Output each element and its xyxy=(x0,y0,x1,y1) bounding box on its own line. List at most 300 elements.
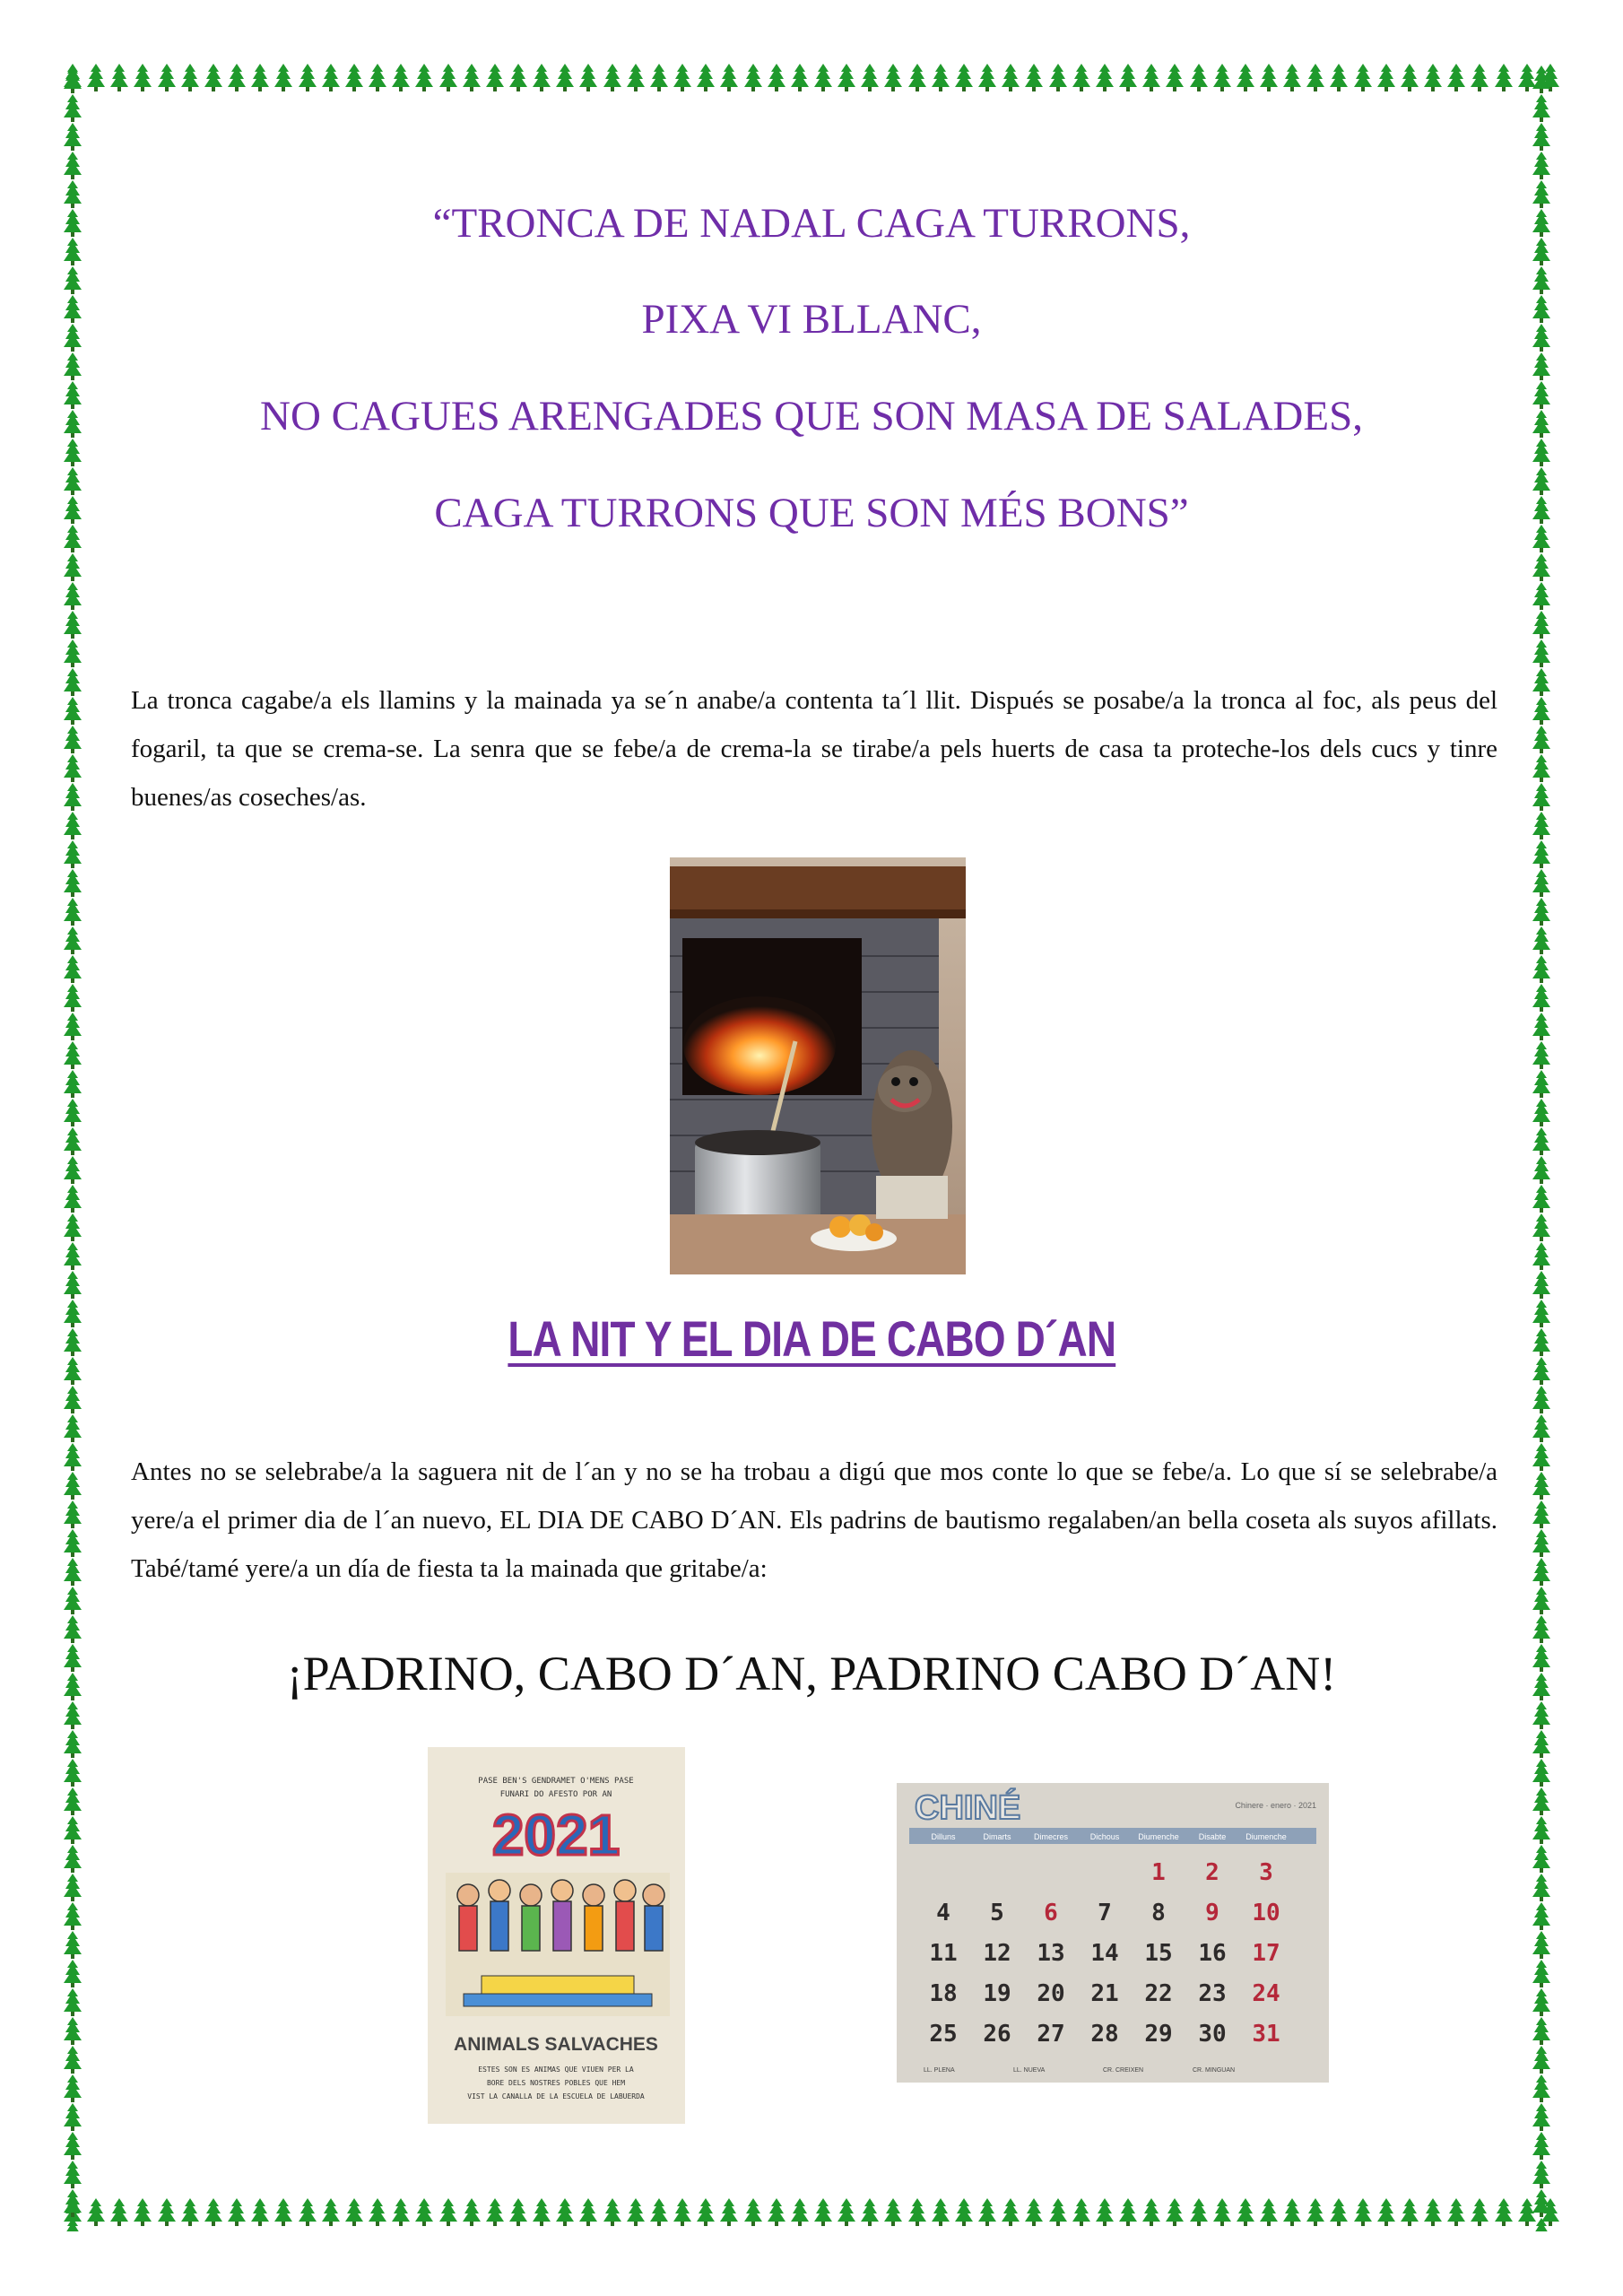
pine-tree-icon xyxy=(63,868,82,897)
pine-tree-icon xyxy=(157,2197,177,2226)
pine-tree-icon xyxy=(63,1930,82,1959)
pine-tree-icon xyxy=(321,2197,341,2226)
pine-tree-icon xyxy=(1532,1758,1551,1787)
pine-tree-icon xyxy=(63,696,82,725)
pine-tree-icon xyxy=(508,63,528,91)
pine-tree-icon xyxy=(1532,438,1551,466)
pine-tree-icon xyxy=(977,2197,997,2226)
pine-tree-icon xyxy=(1532,753,1551,782)
pine-tree-icon xyxy=(883,2197,903,2226)
pine-tree-icon xyxy=(1532,2074,1551,2102)
calendar-day: 23 xyxy=(1198,1980,1227,2007)
pine-tree-icon xyxy=(63,1500,82,1528)
pine-tree-icon xyxy=(63,1385,82,1413)
pine-tree-icon xyxy=(1532,1901,1551,1930)
calendar-day: 30 xyxy=(1198,2021,1227,2048)
pine-tree-icon xyxy=(63,1012,82,1040)
pine-tree-icon xyxy=(1532,1155,1551,1184)
pine-tree-icon xyxy=(1532,1413,1551,1442)
pine-tree-icon xyxy=(1532,1844,1551,1873)
pine-tree-icon xyxy=(1532,151,1551,179)
pine-tree-icon xyxy=(63,1069,82,1098)
pine-tree-icon xyxy=(883,63,903,91)
cover-year: 2021 xyxy=(491,1803,621,1867)
pine-tree-icon xyxy=(1189,2197,1209,2226)
pine-tree-icon xyxy=(719,63,739,91)
pine-tree-icon xyxy=(1532,839,1551,868)
pine-tree-icon xyxy=(1001,2197,1020,2226)
pine-tree-icon xyxy=(696,63,716,91)
calendar-day: 26 xyxy=(983,2021,1011,2048)
pine-tree-icon xyxy=(1532,1213,1551,1241)
pine-tree-icon xyxy=(837,2197,856,2226)
pine-tree-icon xyxy=(1423,63,1443,91)
calendar-cover-photo xyxy=(428,1747,685,2124)
pine-tree-icon xyxy=(63,983,82,1012)
pine-tree-icon xyxy=(63,1184,82,1213)
pine-tree-icon xyxy=(1532,1012,1551,1040)
pine-tree-icon xyxy=(977,63,997,91)
section-heading-text: LA NIT Y EL DIA DE CABO D´AN xyxy=(508,1310,1115,1367)
paragraph-cabo-dan: Antes no se selebrabe/a la saguera nit de l´an y no se ha trobau a digú que mos conte lo que se febe/a. Lo que sí se selebrabe/a yere/a el primer dia de l´an nuevo, EL DIA DE CABO D´AN. Els padrins de bautismo regalaben/an bella coseta als suyos afillats. Tabé/tamé yere/a un día de fiesta ta la mainada que gritabe/a: xyxy=(131,1457,1497,1583)
calendar-day: 7 xyxy=(1098,1900,1112,1926)
pine-tree-icon xyxy=(63,2217,82,2231)
pine-tree-icon xyxy=(1532,1729,1551,1758)
pine-tree-icon xyxy=(790,63,810,91)
poem-line-3: NO CAGUES ARENGADES QUE SON MASA DE SALADES, xyxy=(260,393,1363,439)
calendar-day: 20 xyxy=(1037,1980,1065,2007)
pine-tree-icon xyxy=(63,639,82,667)
calendar-month-image xyxy=(897,1783,1329,2083)
pine-tree-icon xyxy=(1532,1270,1551,1299)
pine-tree-icon xyxy=(157,63,177,91)
pine-tree-icon xyxy=(63,2074,82,2102)
calendar-day: 25 xyxy=(929,2021,958,2048)
pine-tree-icon xyxy=(1470,2197,1489,2226)
pine-tree-icon xyxy=(1532,1557,1551,1586)
pine-tree-icon xyxy=(63,1844,82,1873)
pine-tree-icon xyxy=(1353,63,1373,91)
pine-tree-icon xyxy=(1259,63,1279,91)
cover-bottom-text-2: BORE DELS NOSTRES POBLES QUE HEM xyxy=(486,2079,626,2087)
pine-tree-icon xyxy=(1532,1385,1551,1413)
pine-tree-icon xyxy=(63,1700,82,1729)
pine-tree-icon xyxy=(1532,1528,1551,1557)
pine-tree-icon xyxy=(63,2188,82,2217)
pine-tree-icon xyxy=(1532,1442,1551,1471)
pine-tree-icon xyxy=(63,897,82,926)
pine-tree-icon xyxy=(649,63,669,91)
pine-tree-icon xyxy=(1446,63,1466,91)
pine-tree-icon xyxy=(1095,2197,1115,2226)
pine-tree-icon xyxy=(1141,63,1161,91)
calendar-day: 15 xyxy=(1144,1940,1173,1967)
pine-tree-icon xyxy=(907,2197,927,2226)
pine-tree-icon xyxy=(954,63,974,91)
pine-tree-icon xyxy=(813,2197,833,2226)
pine-tree-icon xyxy=(1494,2197,1514,2226)
pine-tree-icon xyxy=(673,63,692,91)
pine-tree-icon xyxy=(1532,696,1551,725)
pine-tree-icon xyxy=(180,63,200,91)
pine-tree-icon xyxy=(1532,1126,1551,1155)
pine-tree-icon xyxy=(1048,63,1068,91)
pine-tree-icon xyxy=(1532,1098,1551,1126)
pine-tree-icon xyxy=(344,2197,364,2226)
pine-tree-icon xyxy=(133,63,152,91)
pine-tree-icon xyxy=(1532,65,1551,93)
weekday-label: Dimarts xyxy=(983,1832,1011,1841)
pine-tree-icon xyxy=(931,63,950,91)
pine-tree-icon xyxy=(63,1155,82,1184)
pine-tree-icon xyxy=(391,2197,411,2226)
pine-tree-icon xyxy=(1532,1873,1551,1901)
border-top xyxy=(63,63,1560,97)
calendar-day: 28 xyxy=(1090,2021,1119,2048)
weekday-label: Disabte xyxy=(1198,1832,1227,1841)
pine-tree-icon xyxy=(63,1270,82,1299)
legend-item: LL. NUEVA xyxy=(1013,2067,1046,2074)
pine-tree-icon xyxy=(532,63,551,91)
pine-tree-icon xyxy=(790,2197,810,2226)
pine-tree-icon xyxy=(63,2160,82,2188)
pine-tree-icon xyxy=(1282,63,1302,91)
pine-tree-icon xyxy=(414,2197,434,2226)
pine-tree-icon xyxy=(1532,782,1551,811)
pine-tree-icon xyxy=(673,2197,692,2226)
pine-tree-icon xyxy=(1423,2197,1443,2226)
pine-tree-icon xyxy=(626,2197,646,2226)
pine-tree-icon xyxy=(63,2045,82,2074)
pine-tree-icon xyxy=(63,466,82,495)
calendar-subtitle: Chinere · enero · 2021 xyxy=(1235,1801,1316,1810)
pine-tree-icon xyxy=(1532,122,1551,151)
pine-tree-icon xyxy=(180,2197,200,2226)
pine-tree-icon xyxy=(1189,63,1209,91)
pine-tree-icon xyxy=(626,63,646,91)
cover-bottom-text-1: ESTES SON ES ANIMAS QUE VIUEN PER LA xyxy=(478,2066,634,2074)
pine-tree-icon xyxy=(1048,2197,1068,2226)
pine-tree-icon xyxy=(1165,63,1185,91)
border-left xyxy=(63,65,93,2231)
pine-tree-icon xyxy=(1532,897,1551,926)
pine-tree-icon xyxy=(63,581,82,610)
section-heading xyxy=(0,1309,1623,1368)
cover-title: ANIMALS SALVACHES xyxy=(454,2034,658,2055)
calendar-day: 22 xyxy=(1144,1980,1173,2007)
pine-tree-icon xyxy=(1532,2188,1551,2217)
pine-tree-icon xyxy=(1532,581,1551,610)
pine-tree-icon xyxy=(63,1815,82,1844)
pine-tree-icon xyxy=(1024,63,1044,91)
weekday-label: Dimecres xyxy=(1033,1832,1069,1841)
pine-tree-icon xyxy=(63,1729,82,1758)
pine-tree-icon xyxy=(63,1241,82,1270)
pine-tree-icon xyxy=(227,2197,247,2226)
pine-tree-icon xyxy=(1400,63,1419,91)
pine-tree-icon xyxy=(1532,265,1551,294)
calendar-day: 11 xyxy=(929,1940,958,1967)
calendar-month-title: CHINÉ xyxy=(915,1789,1021,1827)
pine-tree-icon xyxy=(1532,1987,1551,2016)
calendar-day: 29 xyxy=(1144,2021,1173,2048)
pine-tree-icon xyxy=(1532,1069,1551,1098)
pine-tree-icon xyxy=(603,63,622,91)
pine-tree-icon xyxy=(63,839,82,868)
calendar-day: 18 xyxy=(929,1980,958,2007)
pine-tree-icon xyxy=(63,2131,82,2160)
pine-tree-icon xyxy=(1024,2197,1044,2226)
calendar-day: 4 xyxy=(936,1900,950,1926)
pine-tree-icon xyxy=(63,1758,82,1787)
pine-tree-icon xyxy=(1532,93,1551,122)
calendar-day: 13 xyxy=(1037,1940,1065,1967)
pine-tree-icon xyxy=(1532,725,1551,753)
pine-tree-icon xyxy=(133,2197,152,2226)
pine-tree-icon xyxy=(1532,954,1551,983)
calendar-day: 17 xyxy=(1252,1940,1280,1967)
pine-tree-icon xyxy=(1532,2102,1551,2131)
pine-tree-icon xyxy=(1165,2197,1185,2226)
pine-tree-icon xyxy=(63,1471,82,1500)
pine-tree-icon xyxy=(1532,1787,1551,1815)
pine-tree-icon xyxy=(555,63,575,91)
pine-tree-icon xyxy=(63,725,82,753)
pine-tree-icon xyxy=(63,1098,82,1126)
pine-tree-icon xyxy=(1532,1586,1551,1614)
pine-tree-icon xyxy=(298,63,317,91)
pine-tree-icon xyxy=(63,122,82,151)
pine-tree-icon xyxy=(63,1959,82,1987)
weekday-label: Dichous xyxy=(1089,1832,1120,1841)
pine-tree-icon xyxy=(63,1213,82,1241)
pine-tree-icon xyxy=(485,2197,505,2226)
calendar-day: 24 xyxy=(1252,1980,1280,2007)
pine-tree-icon xyxy=(1282,2197,1302,2226)
pine-tree-icon xyxy=(1532,1500,1551,1528)
pine-tree-icon xyxy=(1532,1241,1551,1270)
pine-tree-icon xyxy=(1532,352,1551,380)
border-right xyxy=(1532,65,1562,2231)
pine-tree-icon xyxy=(63,1528,82,1557)
pine-tree-icon xyxy=(1532,2045,1551,2074)
pine-tree-icon xyxy=(1532,1040,1551,1069)
calendar-day: 10 xyxy=(1252,1900,1280,1926)
pine-tree-icon xyxy=(109,63,129,91)
pine-tree-icon xyxy=(227,63,247,91)
pine-tree-icon xyxy=(63,2016,82,2045)
pine-tree-icon xyxy=(649,2197,669,2226)
pine-tree-icon xyxy=(63,1126,82,1155)
calendar-day: 21 xyxy=(1090,1980,1119,2007)
pine-tree-icon xyxy=(298,2197,317,2226)
pine-tree-icon xyxy=(63,352,82,380)
pine-tree-icon xyxy=(578,2197,598,2226)
pine-tree-icon xyxy=(438,63,458,91)
pine-tree-icon xyxy=(837,63,856,91)
pine-tree-icon xyxy=(63,1557,82,1586)
pine-tree-icon xyxy=(508,2197,528,2226)
pine-tree-icon xyxy=(1212,2197,1232,2226)
calendar-day: 9 xyxy=(1205,1900,1219,1926)
pine-tree-icon xyxy=(63,93,82,122)
pine-tree-icon xyxy=(438,2197,458,2226)
weekday-label: Diumenche xyxy=(1138,1832,1179,1841)
paragraph-tronca: La tronca cagabe/a els llamins y la mainada ya se´n anabe/a contenta ta´l llit. Dispués se posabe/a la tronca al foc, als peus del fogaril, ta que se crema-se. La senra que se febe/a de crema-la se tirabe/a pels huerts de casa ta proteche-los dels cucs y tinre buenes/as coseches/as. xyxy=(131,686,1497,812)
pine-tree-icon xyxy=(1118,63,1138,91)
pine-tree-icon xyxy=(1532,2160,1551,2188)
calendar-day: 16 xyxy=(1198,1940,1227,1967)
pine-tree-icon xyxy=(1212,63,1232,91)
pine-tree-icon xyxy=(63,1787,82,1815)
pine-tree-icon xyxy=(1353,2197,1373,2226)
pine-tree-icon xyxy=(860,2197,880,2226)
pine-tree-icon xyxy=(767,2197,786,2226)
pine-tree-icon xyxy=(696,2197,716,2226)
pine-tree-icon xyxy=(63,1040,82,1069)
calendar-day: 2 xyxy=(1205,1859,1219,1886)
pine-tree-icon xyxy=(485,63,505,91)
legend-item: CR. MINGUAN xyxy=(1193,2067,1236,2074)
pine-tree-icon xyxy=(63,1901,82,1930)
weekday-label: Dilluns xyxy=(931,1832,956,1841)
pine-tree-icon xyxy=(907,63,927,91)
pine-tree-icon xyxy=(1532,1700,1551,1729)
pine-tree-icon xyxy=(1072,63,1091,91)
pine-tree-icon xyxy=(414,63,434,91)
pine-tree-icon xyxy=(719,2197,739,2226)
poem-line-4: CAGA TURRONS QUE SON MÉS BONS” xyxy=(434,490,1189,536)
legend-item: CR. CREIXEN xyxy=(1103,2067,1144,2074)
pine-tree-icon xyxy=(63,667,82,696)
pine-tree-icon xyxy=(1532,2217,1551,2231)
cover-top-text-1: PASE BEN'S GENDRAMET O'MENS PASE xyxy=(478,1777,634,1786)
pine-tree-icon xyxy=(1532,811,1551,839)
pine-tree-icon xyxy=(1532,2016,1551,2045)
pine-tree-icon xyxy=(767,63,786,91)
pine-tree-icon xyxy=(1532,868,1551,897)
pine-tree-icon xyxy=(63,1413,82,1442)
pine-tree-icon xyxy=(1001,63,1020,91)
pine-tree-icon xyxy=(1532,552,1551,581)
pine-tree-icon xyxy=(63,1586,82,1614)
pine-tree-icon xyxy=(603,2197,622,2226)
pine-tree-icon xyxy=(368,63,387,91)
pine-tree-icon xyxy=(1470,63,1489,91)
pine-tree-icon xyxy=(1236,2197,1255,2226)
pine-tree-icon xyxy=(1532,983,1551,1012)
pine-tree-icon xyxy=(1072,2197,1091,2226)
pine-tree-icon xyxy=(1446,2197,1466,2226)
pine-tree-icon xyxy=(1532,1959,1551,1987)
pine-tree-icon xyxy=(273,63,293,91)
pine-tree-icon xyxy=(1236,63,1255,91)
pine-tree-icon xyxy=(1532,2131,1551,2160)
fireplace-image xyxy=(670,857,966,1274)
pine-tree-icon xyxy=(63,1873,82,1901)
weekday-label: Diumenche xyxy=(1245,1832,1287,1841)
calendar-day: 6 xyxy=(1044,1900,1058,1926)
pine-tree-icon xyxy=(1306,2197,1325,2226)
pine-tree-icon xyxy=(391,63,411,91)
pine-tree-icon xyxy=(555,2197,575,2226)
pine-tree-icon xyxy=(1376,63,1396,91)
pine-tree-icon xyxy=(1532,926,1551,954)
pine-tree-icon xyxy=(109,2197,129,2226)
pine-tree-icon xyxy=(63,1442,82,1471)
cover-bottom-text-3: VIST LA CANALLA DE LA ESCUELA DE LABUERDA xyxy=(467,2092,645,2100)
calendar-cover-image xyxy=(428,1747,685,2124)
pine-tree-icon xyxy=(63,438,82,466)
pine-tree-icon xyxy=(63,811,82,839)
pine-tree-icon xyxy=(63,753,82,782)
pine-tree-icon xyxy=(1329,2197,1349,2226)
pine-tree-icon xyxy=(63,954,82,983)
pine-tree-icon xyxy=(462,63,482,91)
pine-tree-icon xyxy=(1532,1614,1551,1643)
pine-tree-icon xyxy=(1376,2197,1396,2226)
pine-tree-icon xyxy=(532,2197,551,2226)
calendar-day: 8 xyxy=(1151,1900,1166,1926)
pine-tree-icon xyxy=(368,2197,387,2226)
fireplace-photo xyxy=(670,857,966,1274)
pine-tree-icon xyxy=(1532,1471,1551,1500)
calendar-day: 19 xyxy=(983,1980,1011,2007)
kids-drawing xyxy=(446,1873,670,2016)
pine-tree-icon xyxy=(273,2197,293,2226)
pine-tree-icon xyxy=(1532,466,1551,495)
pine-tree-icon xyxy=(1532,610,1551,639)
cover-top-text-2: FUNARI DO AFESTO POR AN xyxy=(499,1790,612,1799)
calendar-day: 3 xyxy=(1259,1859,1273,1886)
pine-tree-icon xyxy=(1141,2197,1161,2226)
pine-tree-icon xyxy=(1532,1930,1551,1959)
pine-tree-icon xyxy=(63,610,82,639)
pine-tree-icon xyxy=(462,2197,482,2226)
shout-line: ¡PADRINO, CABO D´AN, PADRINO CABO D´AN! xyxy=(286,1647,1337,1700)
pine-tree-icon xyxy=(344,63,364,91)
border-bottom xyxy=(63,2197,1560,2231)
poem-line-2: PIXA VI BLLANC, xyxy=(641,296,982,343)
calendar-month-photo xyxy=(897,1783,1329,2083)
legend-item: LL. PLENA xyxy=(924,2067,955,2074)
pine-tree-icon xyxy=(63,1614,82,1643)
pine-tree-icon xyxy=(1532,667,1551,696)
pine-tree-icon xyxy=(63,65,82,93)
pine-tree-icon xyxy=(1118,2197,1138,2226)
pine-tree-icon xyxy=(860,63,880,91)
pine-tree-icon xyxy=(578,63,598,91)
pine-tree-icon xyxy=(743,63,763,91)
calendar-day: 27 xyxy=(1037,2021,1065,2048)
pine-tree-icon xyxy=(250,63,270,91)
pine-tree-icon xyxy=(63,2102,82,2131)
pine-tree-icon xyxy=(743,2197,763,2226)
pine-tree-icon xyxy=(63,782,82,811)
pine-tree-icon xyxy=(204,63,223,91)
pine-tree-icon xyxy=(1532,1815,1551,1844)
pine-tree-icon xyxy=(250,2197,270,2226)
pine-tree-icon xyxy=(63,1987,82,2016)
pine-tree-icon xyxy=(1095,63,1115,91)
pine-tree-icon xyxy=(1400,2197,1419,2226)
pine-tree-icon xyxy=(1532,1184,1551,1213)
pine-tree-icon xyxy=(1329,63,1349,91)
pine-tree-icon xyxy=(954,2197,974,2226)
calendar-day: 31 xyxy=(1252,2021,1280,2048)
calendar-day: 14 xyxy=(1090,1940,1119,1967)
pine-tree-icon xyxy=(63,552,82,581)
